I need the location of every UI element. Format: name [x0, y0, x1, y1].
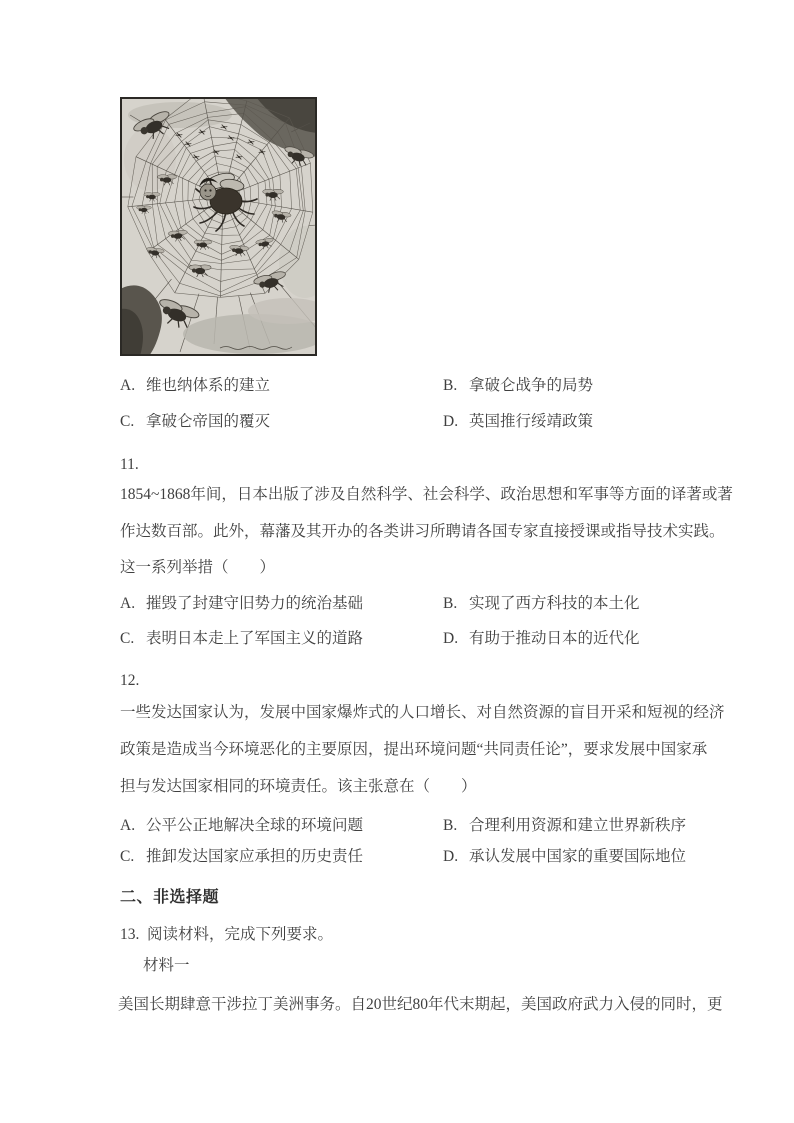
section-2-heading: 二、非选择题: [120, 889, 220, 906]
option-label: C.: [120, 413, 135, 430]
question-11-options-row-2: [120, 630, 720, 647]
option-text: 英国推行绥靖政策: [469, 413, 594, 430]
option-d: [443, 630, 640, 647]
question-11-text-line-3: 这一系列举措（ ）: [120, 559, 276, 576]
question-13-number: 13.: [120, 926, 140, 943]
option-a: [120, 817, 443, 834]
option-label: A.: [120, 377, 136, 394]
option-d: [443, 848, 686, 865]
cartoon-question-options-row-1: [120, 377, 720, 394]
question-11-text-line-2: 作达数百部。此外，幕藩及其开办的各类讲习所聘请各国专家直接授课或指导技术实践。: [120, 523, 725, 540]
question-12-text-line-3: 担与发达国家相同的环境责任。该主张意在（ ）: [120, 778, 477, 795]
question-12-number: 12.: [120, 672, 140, 689]
cartoon-question-options-row-2: [120, 413, 720, 430]
question-12-text-line-2: 政策是造成当今环境恶化的主要原因，提出环境问题“共同责任论”，要求发展中国家承: [120, 741, 708, 758]
question-11-options-row-1: [120, 595, 720, 612]
question-13-intro-line: [120, 926, 333, 943]
option-label: C.: [120, 630, 135, 647]
option-b: [443, 817, 686, 834]
option-c: [120, 630, 443, 647]
option-label: B.: [443, 377, 458, 394]
option-a: [120, 377, 443, 394]
option-text: 承认发展中国家的重要国际地位: [469, 848, 687, 865]
option-b: [443, 595, 640, 612]
option-label: A.: [120, 817, 136, 834]
material-1-text-line-1: 美国长期肆意干涉拉丁美洲事务。自20世纪80年代末期起，美国政府武力入侵的同时，更: [118, 996, 723, 1013]
option-text: 表明日本走上了军国主义的道路: [146, 630, 364, 647]
option-a: [120, 595, 443, 612]
option-label: B.: [443, 817, 458, 834]
question-12-text-line-1: 一些发达国家认为，发展中国家爆炸式的人口增长、对自然资源的盲目开采和短视的经济: [120, 704, 725, 721]
cartoon-image: [120, 97, 317, 356]
question-12-options-row-1: [120, 817, 720, 834]
option-text: 实现了西方科技的本土化: [469, 595, 640, 612]
option-text: 摧毁了封建守旧势力的统治基础: [146, 595, 364, 612]
option-label: C.: [120, 848, 135, 865]
option-b: [443, 377, 593, 394]
napoleon-spider-web-cartoon: [120, 97, 317, 356]
option-label: A.: [120, 595, 136, 612]
option-text: 拿破仑帝国的覆灭: [146, 413, 271, 430]
option-text: 公平公正地解决全球的环境问题: [146, 817, 364, 834]
option-d: [443, 413, 593, 430]
question-13-intro: 阅读材料，完成下列要求。: [147, 926, 334, 943]
question-11-number: 11.: [120, 456, 139, 473]
option-text: 维也纳体系的建立: [146, 377, 271, 394]
option-label: D.: [443, 630, 459, 647]
question-11-text-line-1: 1854~1868年间，日本出版了涉及自然科学、社会科学、政治思想和军事等方面的译著或著: [120, 486, 733, 503]
option-text: 合理利用资源和建立世界新秩序: [469, 817, 687, 834]
option-label: B.: [443, 595, 458, 612]
option-c: [120, 848, 443, 865]
option-label: D.: [443, 413, 459, 430]
option-text: 推卸发达国家应承担的历史责任: [146, 848, 364, 865]
option-c: [120, 413, 443, 430]
material-1-label: 材料一: [143, 957, 190, 974]
question-12-options-row-2: [120, 848, 720, 865]
option-text: 拿破仑战争的局势: [469, 377, 594, 394]
option-text: 有助于推动日本的近代化: [469, 630, 640, 647]
option-label: D.: [443, 848, 459, 865]
